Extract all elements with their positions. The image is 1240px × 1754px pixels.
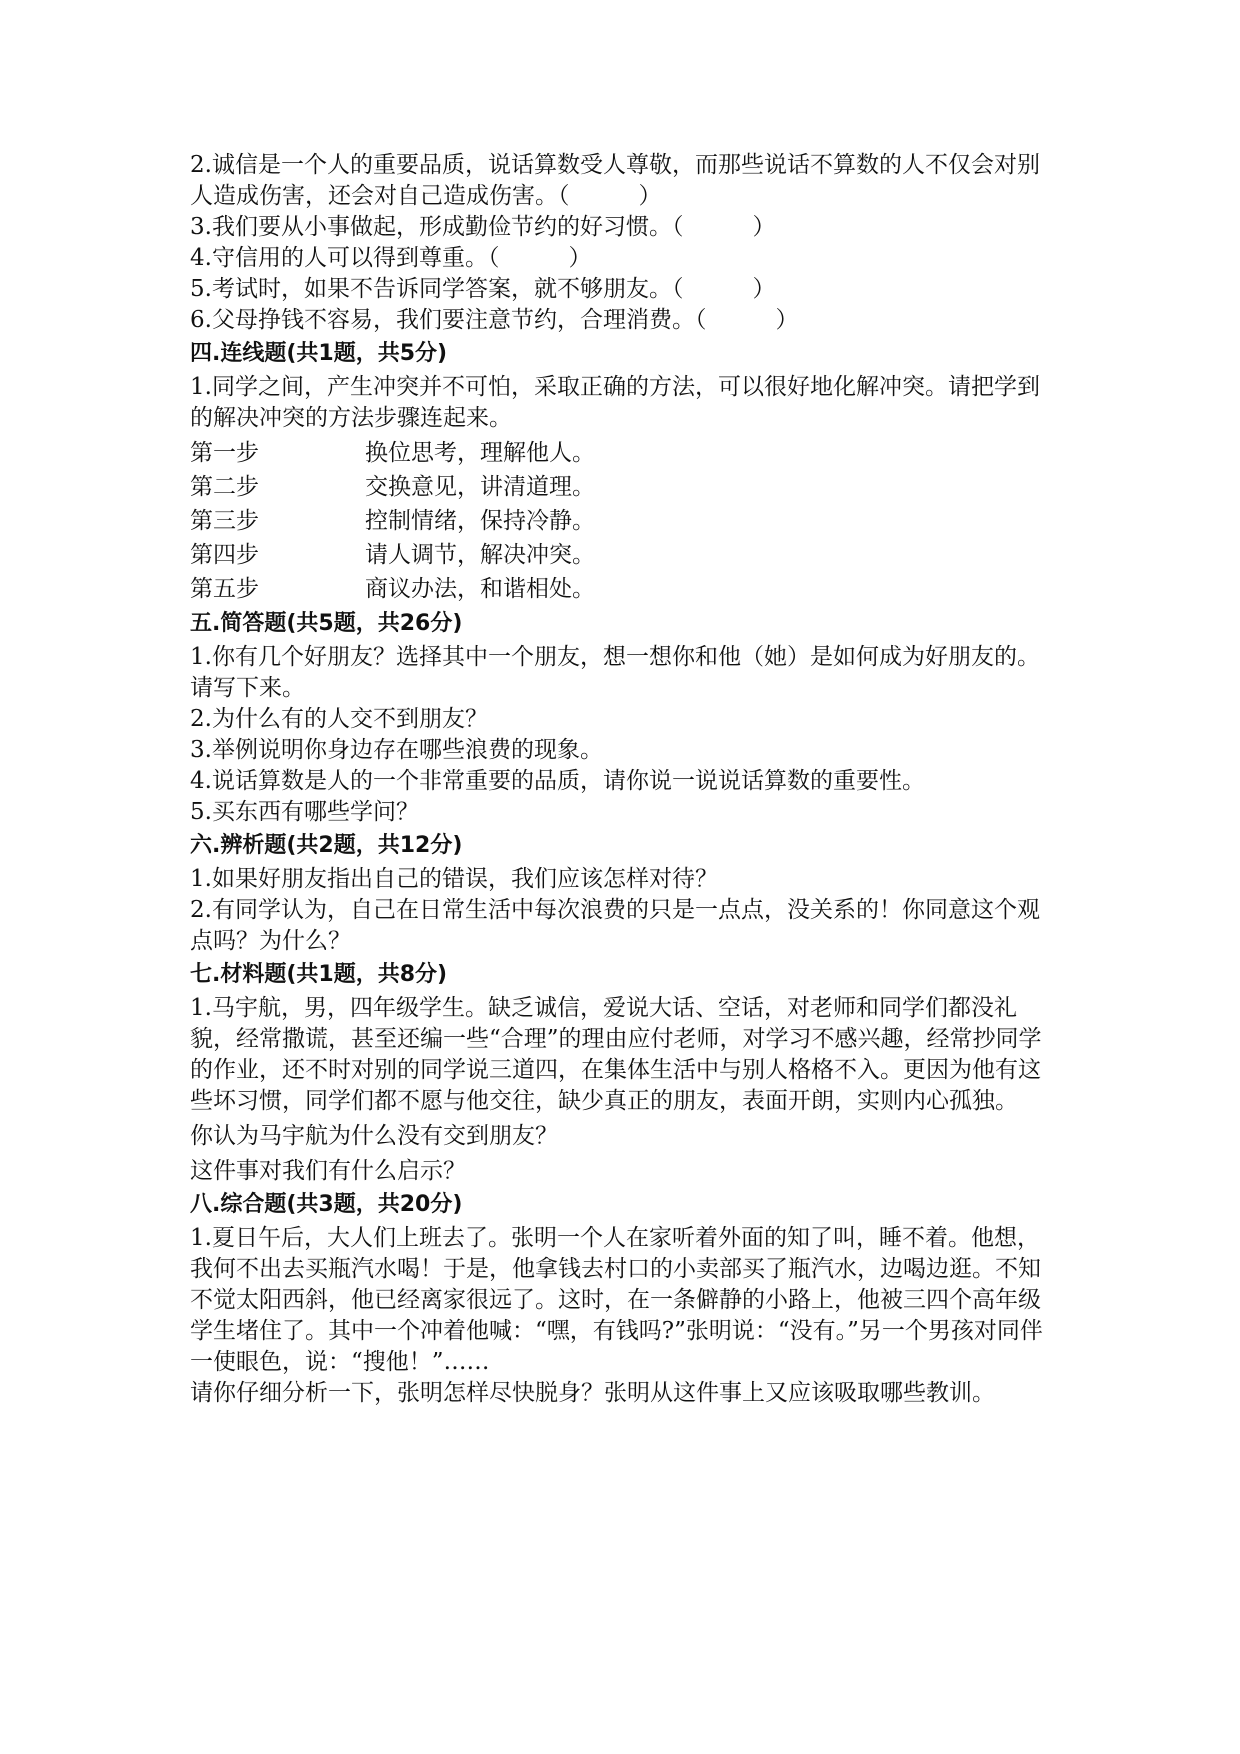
matching-row [190,574,1050,605]
matching-question: 1.同学之间，产生冲突并不可怕，采取正确的方法，可以很好地化解冲突。请把学到的解决冲突的方法步骤连起来。 [190,374,1040,431]
judge-item-2: 2.诚信是一个人的重要品质，说话算数受人尊敬，而那些说话不算数的人不仅会对别人造成伤害，还会对自己造成伤害。（ ） [190,152,1040,209]
judge-item-3: 3.我们要从小事做起，形成勤俭节约的好习惯。（ ） [190,214,776,240]
judge-item-4: 4.守信用的人可以得到尊重。（ ） [190,245,592,271]
section-6-heading: 六.辨析题(共2题，共12分) [190,833,463,858]
short-answer-item: 3.举例说明你身边存在哪些浪费的现象。 [190,737,603,763]
judge-item-6: 6.父母挣钱不容易，我们要注意节约，合理消费。（ ） [190,307,799,333]
analysis-item: 1.如果好朋友指出自己的错误，我们应该怎样对待？ [190,866,718,892]
material-question-2: 这件事对我们有什么启示？ [190,1158,466,1184]
matching-method: 请人调节，解决冲突。 [365,542,595,568]
matching-row [190,438,1050,469]
matching-step: 第二步 [190,474,259,500]
exam-page [190,150,1050,1409]
short-answer-item: 5.买东西有哪些学问？ [190,799,419,825]
matching-row [190,506,1050,537]
material-text: 1.马宇航，男，四年级学生。缺乏诚信，爱说大话、空话，对老师和同学们都没礼貌，经常撒谎，甚至还编一些“合理”的理由应付老师，对学习不感兴趣，经常抄同学的作业，还不时对别的同学说三道四，在集体生活中与别人格格不入。更因为他有这些坏习惯，同学们都不愿与他交往，缺少真正的朋友，表面开朗，实则内心孤独。 [190,995,1042,1114]
matching-method: 商议办法，和谐相处。 [365,576,595,602]
material-question-1: 你认为马宇航为什么没有交到朋友？ [190,1123,558,1149]
matching-step: 第四步 [190,542,259,568]
short-answer-item: 2.为什么有的人交不到朋友？ [190,706,488,732]
analysis-item: 2.有同学认为，自己在日常生活中每次浪费的只是一点点，没关系的！你同意这个观点吗？为什么？ [190,897,1040,954]
short-answer-item: 1.你有几个好朋友？选择其中一个朋友，想一想你和他（她）是如何成为好朋友的。请写下来。 [190,644,1040,701]
section-5-heading: 五.简答题(共5题，共26分) [190,611,463,636]
matching-row [190,540,1050,571]
comprehensive-material: 1.夏日午后，大人们上班去了。张明一个人在家听着外面的知了叫，睡不着。他想，我何不出去买瓶汽水喝！于是，他拿钱去村口的小卖部买了瓶汽水，边喝边逛。不知不觉太阳西斜，他已经离家很远了。这时，在一条僻静的小路上，他被三四个高年级学生堵住了。其中一个冲着他喊：“嘿，有钱吗?”张明说：“没有。”另一个男孩对同伴一使眼色，说：“搜他！”…… [190,1225,1043,1375]
section-8-heading: 八.综合题(共3题，共20分) [190,1192,463,1217]
matching-method: 控制情绪，保持冷静。 [365,508,595,534]
matching-row [190,472,1050,503]
judge-item-5: 5.考试时，如果不告诉同学答案，就不够朋友。（ ） [190,276,776,302]
section-4-heading: 四.连线题(共1题，共5分) [190,341,448,366]
matching-step: 第五步 [190,576,259,602]
matching-method: 换位思考，理解他人。 [365,440,595,466]
matching-step: 第一步 [190,440,259,466]
short-answer-item: 4.说话算数是人的一个非常重要的品质，请你说一说说话算数的重要性。 [190,768,925,794]
matching-method: 交换意见，讲清道理。 [365,474,595,500]
matching-step: 第三步 [190,508,259,534]
comprehensive-question: 请你仔细分析一下，张明怎样尽快脱身？张明从这件事上又应该吸取哪些教训。 [190,1380,995,1406]
section-7-heading: 七.材料题(共1题，共8分) [190,962,448,987]
matching-table [190,438,1050,605]
